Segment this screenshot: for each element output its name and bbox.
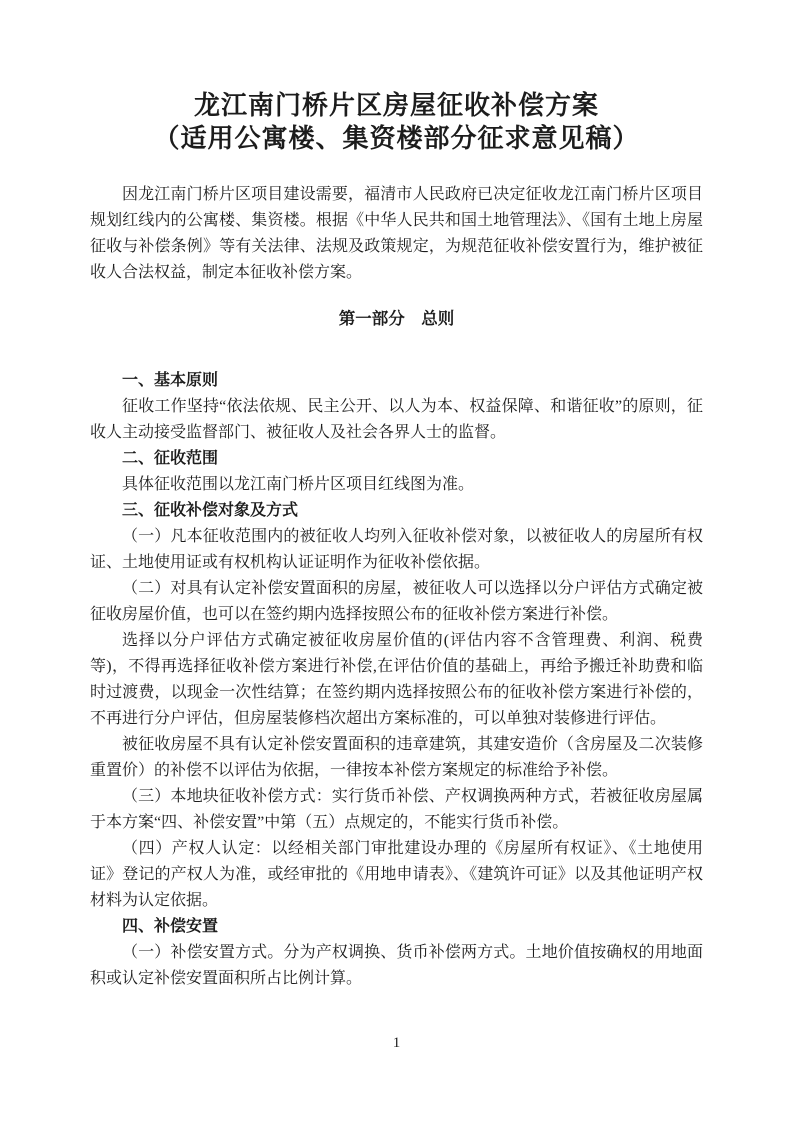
section-4-item-1-paragraph: （一）补偿安置方式。分为产权调换、货币补偿两方式。土地价值按确权的用地面积或认定补偿安置面积所占比例计算。 [90,944,703,987]
document-title [90,89,703,155]
document-title-line-1: 龙江南门桥片区房屋征收补偿方案 [193,91,599,120]
section-3-item-2-paragraph: （二）对具有认定补偿安置面积的房屋，被征收人可以选择以分户评估方式确定被征收房屋价值，也可以在签约期内选择按照公布的征收补偿方案进行补偿。 [90,580,703,623]
intro-paragraph: 因龙江南门桥片区项目建设需要，福清市人民政府已决定征收龙江南门桥片区项目规划红线内的公寓楼、集资楼。根据《中华人民共和国土地管理法》、《国有土地上房屋征收与补偿条例》等有关法律、法规及政策规定，为规范征收补偿安置行为，维护被征收人合法权益，制定本征收补偿方案。 [90,186,703,281]
section-3-item-4-paragraph: （四）产权人认定：以经相关部门审批建设办理的《房屋所有权证》、《土地使用证》登记的产权人为准，或经审批的《用地申请表》、《建筑许可证》以及其他证明产权材料为认定依据。 [90,840,703,909]
section-1-heading: 一、基本原则 [122,372,219,389]
section-3-heading: 三、征收补偿对象及方式 [122,502,299,519]
section-2-paragraph: 具体征收范围以龙江南门桥片区项目红线图为准。 [122,476,475,493]
section-1-paragraph: 征收工作坚持“依法依规、民主公开、以人为本、权益保障、和谐征收”的原则，征收人主动接受监督部门、被征收人及社会各界人士的监督。 [90,398,703,441]
section-4-heading: 四、补偿安置 [122,918,219,935]
section-3-item-2-continuation-paragraph: 选择以分户评估方式确定被征收房屋价值的(评估内容不含管理费、利润、税费等)，不得再选择征收补偿方案进行补偿,在评估价值的基础上，再给予搬迁补助费和临时过渡费，以现金一次性结算；在签约期内选择按照公布的征收补偿方案进行补偿的，不再进行分户评估，但房屋装修档次超出方案标准的，可以单独对装修进行评估。 [90,632,703,727]
document-title-line-2: （适用公寓楼、集资楼部分征求意见稿） [153,124,640,153]
section-2-heading: 二、征收范围 [122,450,219,467]
section-3-item-1-paragraph: （一）凡本征收范围内的被征收人均列入征收补偿对象，以被征收人的房屋所有权证、土地使用证或有权机构认证证明作为征收补偿依据。 [90,528,703,571]
part-1-heading: 第一部分 总则 [338,309,455,328]
section-3-item-2-illegal-building-paragraph: 被征收房屋不具有认定补偿安置面积的违章建筑，其建安造价（含房屋及二次装修重置价）的补偿不以评估为依据，一律按本补偿方案规定的标准给予补偿。 [90,736,703,779]
page-footer [0,1034,793,1052]
page-number: 1 [392,1035,401,1051]
section-3-item-3-paragraph: （三）本地块征收补偿方式：实行货币补偿、产权调换两种方式，若被征收房屋属于本方案“四、补偿安置”中第（五）点规定的，不能实行货币补偿。 [90,788,703,831]
